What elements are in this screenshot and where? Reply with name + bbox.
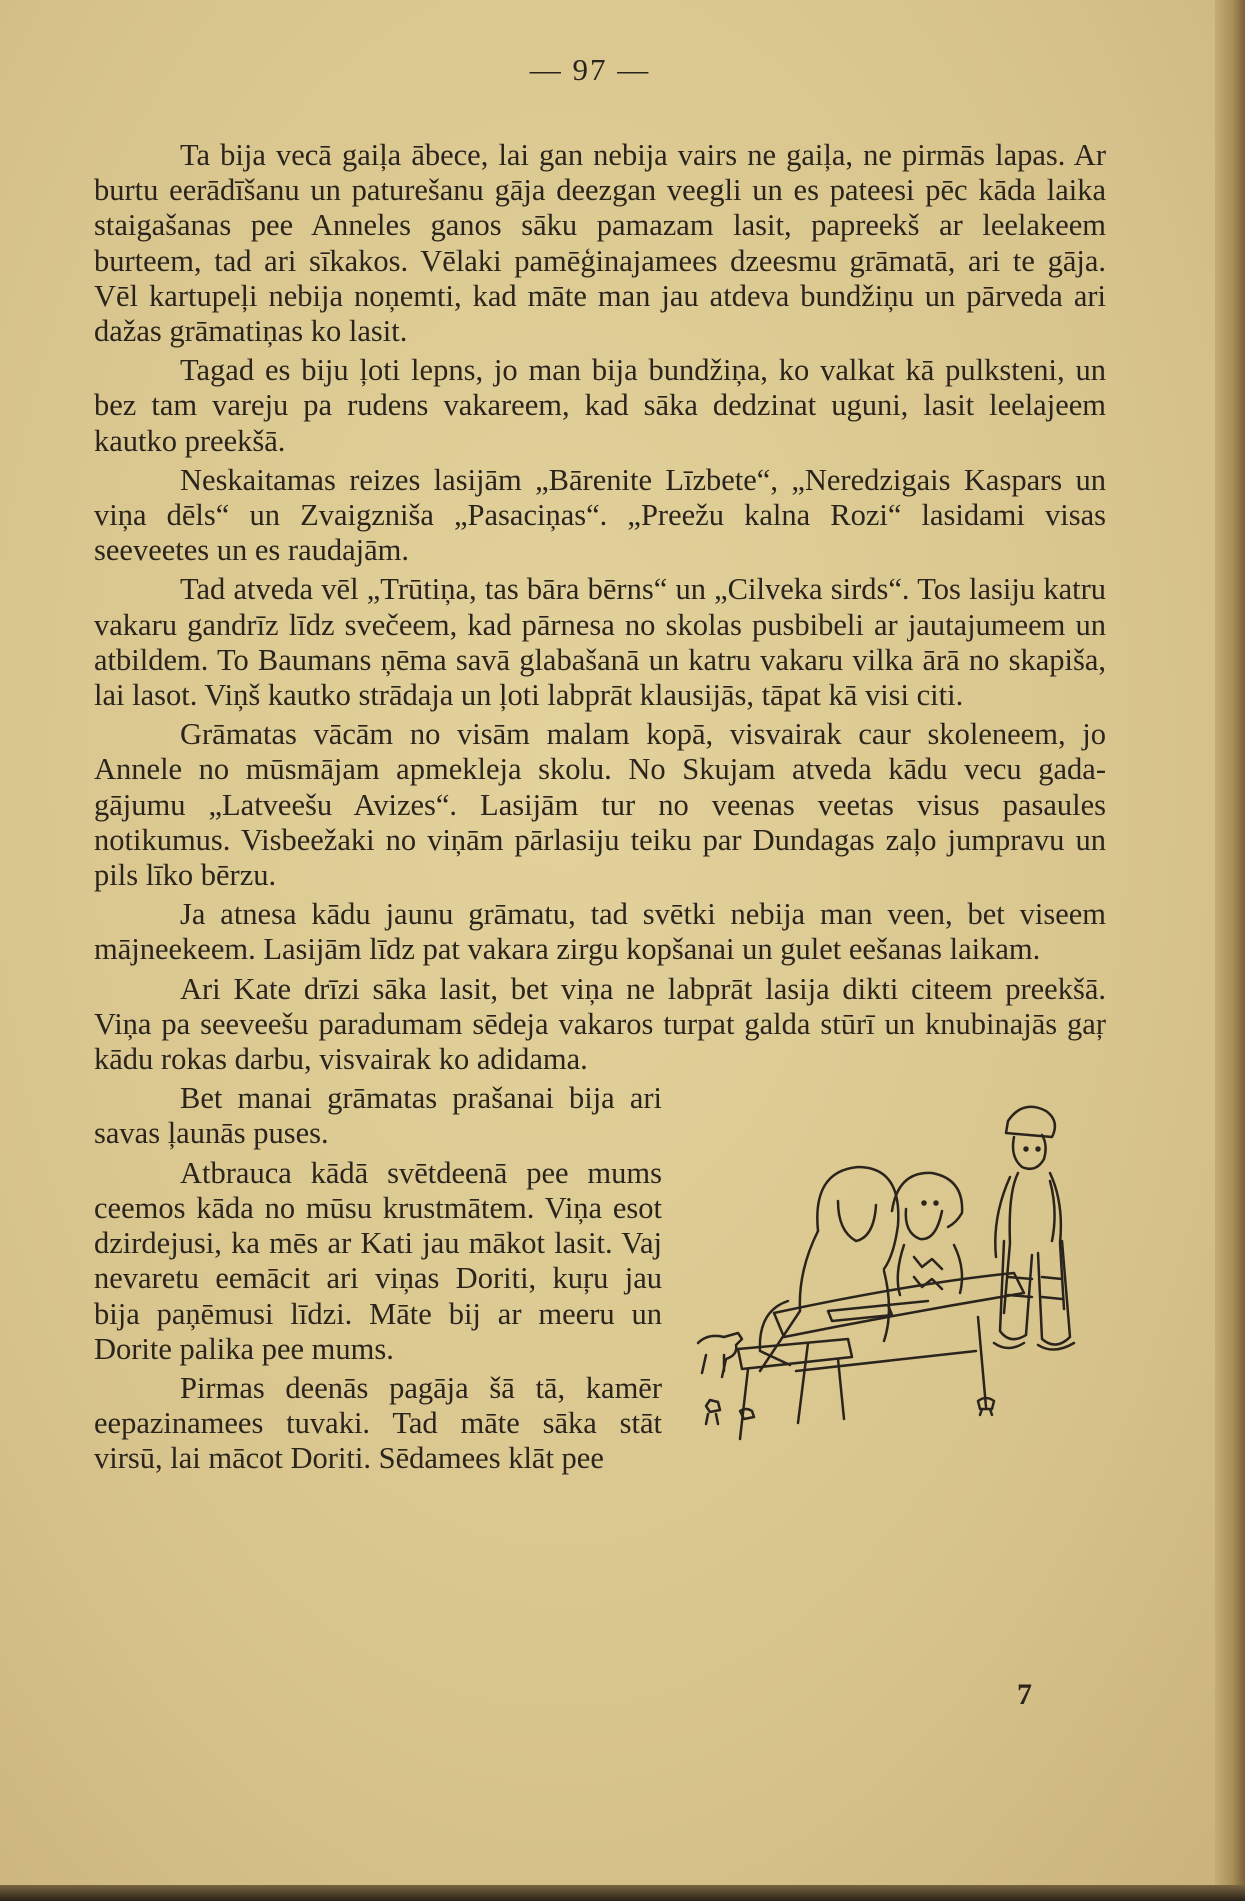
paragraph-3: Neskaitamas reizes lasijām „Bārenite Līzbete“, „Neredzigais Kaspars un viņa dēls“ un Zvaigzniša „Pasaciņas“. „Preežu kalna Rozi“ lasidami visas seeveetes un es raudajām. xyxy=(94,462,1106,568)
paragraph-8: Bet manai grāmatas prašanai bija ari savas ļaunās puses. xyxy=(94,1081,662,1151)
paragraph-6: Ja atnesa kādu jaunu grāmatu, tad svētki nebija man veen, bet viseem mājneekeem. Lasijām līdz pat vakara zirgu kopšanai un gulet eešanas laikam. xyxy=(94,897,1106,967)
paragraph-5: Grāmatas vācām no visām malam kopā, visvairak caur skoleneem, jo Annele no mūsmājam apmekleja skolu. No Skujam atveda kādu vecu gada-gājumu „Latveešu Avizes“. Lasijām tur no veenas veetas visus pasaules notikumus. Visbeežaki no viņām pārlasiju teiku par Dundagas zaļo jumpravu un pils līko bērzu. xyxy=(94,717,1106,893)
page-bottom-edge xyxy=(0,1885,1245,1901)
reading-lesson-illustration-icon xyxy=(678,1081,1118,1476)
page-number-header: — 97 — xyxy=(529,52,651,87)
paragraph-4: Tad atveda vēl „Trūtiņa, tas bāra bērns“ un „Cilveka sirds“. Tos lasiju katru vakaru gandrīz līdz svečeem, kad pārnesa no skolas pusbibeli ar jautajumeem un atbildem. To Baumans ņēma savā glabašanā un katru vakaru vilka ārā no skapiša, lai lasot. Viņš kautko strādaja un ļoti labprāt klausijās, tāpat kā visi citi. xyxy=(94,572,1106,713)
paragraph-2: Tagad es biju ļoti lepns, jo man bija bundžiņa, ko valkat kā pulksteni, un bez tam vareju pa rudens vakareem, kad sāka dedzinat uguni, lasit leelajeem kautko preekšā. xyxy=(94,353,1106,458)
paragraph-1: Ta bija vecā gaiļa ābece, lai gan nebija vairs ne gaiļa, ne pirmās lapas. Ar burtu eerādīšanu un paturešanu gāja deezgan veegli un es pateesi pēc kāda laika staigašanas pee Anneles ganos sāku pamazam lasit, papreekš ar leelakeem burteem, tad ari sīkakos. Vēlaki pamēģinajamees dzeesmu grāmatā, ari te gāja. Vēl kartupeļi nebija noņemti, kad māte man jau atdeva bundžiņu un pārveda ari dažas grāmatiņas ko lasit. xyxy=(94,138,1106,349)
paragraph-9: Atbrauca kādā svētdeenā pee mums ceemos kāda no mūsu krustmātem. Viņa esot dzirdejusi, ka mēs ar Kati jau mākot lasit. Vaj nevaretu eemācit ari viņas Doriti, kuŗu jau bija paņēmusi līdzi. Māte bij ar meeru un Dorite palika pee mums. xyxy=(94,1155,662,1366)
illustrated-section xyxy=(94,1081,1106,1367)
body-text xyxy=(94,138,1106,1481)
paragraph-10: Pirmas deenās pagāja šā tā, kamēr eepazinamees tuvaki. Tad māte sāka stāt virsū, lai mācot Doriti. Sēdamees klāt pee xyxy=(94,1370,662,1476)
paragraph-7: Ari Kate drīzi sāka lasit, bet viņa ne labprāt lasija dikti citeem preekšā. Viņa pa seeveešu paradumam sēdeja vakaros turpat galda stūrī un knubinajās gaŗ kādu rokas darbu, visvairak ko adidama. xyxy=(94,971,1106,1077)
book-spine xyxy=(1215,0,1245,1901)
signature-mark: 7 xyxy=(1017,1678,1032,1711)
